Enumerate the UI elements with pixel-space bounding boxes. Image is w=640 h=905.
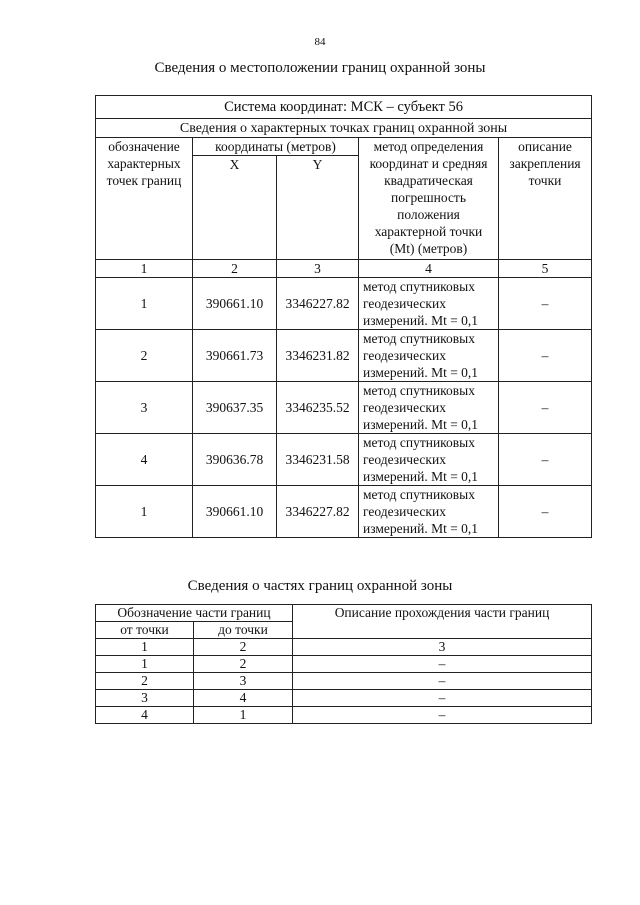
x-value: 390661.10: [193, 486, 277, 538]
method-line: метод спутниковых: [363, 435, 475, 450]
method-line: геодезических: [363, 296, 446, 311]
method-cell: [359, 278, 499, 330]
table-row: [96, 382, 592, 434]
header-line: квадратическая: [384, 173, 473, 188]
to-point: 2: [194, 639, 293, 656]
table-row: [96, 707, 592, 724]
point-id: 1: [96, 278, 193, 330]
section-header: Сведения о характерных точках границ охранной зоны: [96, 119, 592, 138]
column-number: 5: [499, 260, 592, 278]
header-line: характерной точки: [374, 224, 483, 239]
y-value: 3346227.82: [277, 278, 359, 330]
page-number: 84: [314, 36, 326, 48]
to-point-header: до точки: [194, 622, 293, 639]
method-line: измерений. Mt = 0,1: [363, 417, 479, 432]
table-row: [96, 656, 592, 673]
point-description: –: [499, 330, 592, 382]
parts-section-title: Сведения о частях границ охранной зоны: [187, 578, 453, 594]
boundary-parts-table: [95, 604, 592, 724]
method-cell: [359, 486, 499, 538]
part-description: –: [293, 707, 592, 724]
x-header: X: [193, 156, 277, 260]
method-line: геодезических: [363, 400, 446, 415]
header-line: погрешность: [390, 190, 466, 205]
header-line: обозначение: [108, 139, 180, 154]
description-header: [499, 138, 592, 260]
header-line: закрепления: [509, 156, 581, 171]
point-description: –: [499, 278, 592, 330]
to-point: 4: [194, 690, 293, 707]
document-title: Сведения о местоположении границ охранной зоны: [154, 60, 486, 76]
method-line: метод спутниковых: [363, 279, 475, 294]
header-line: положения: [397, 207, 460, 222]
from-point: 2: [96, 673, 194, 690]
x-value: 390661.73: [193, 330, 277, 382]
header-line: характерных: [107, 156, 181, 171]
parts-description-header: Описание прохождения части границ: [293, 605, 592, 639]
table-row: [96, 330, 592, 382]
header-line: описание: [518, 139, 572, 154]
table-row: [96, 434, 592, 486]
part-description: –: [293, 690, 592, 707]
column-number: 1: [96, 260, 193, 278]
method-line: метод спутниковых: [363, 331, 475, 346]
table-row: [96, 690, 592, 707]
x-value: 390636.78: [193, 434, 277, 486]
method-line: метод спутниковых: [363, 383, 475, 398]
point-id: 1: [96, 486, 193, 538]
method-line: измерений. Mt = 0,1: [363, 469, 479, 484]
to-point: 2: [194, 656, 293, 673]
method-line: геодезических: [363, 504, 446, 519]
y-value: 3346231.58: [277, 434, 359, 486]
header-line: точки: [528, 173, 562, 188]
table-row: [96, 639, 592, 656]
method-line: измерений. Mt = 0,1: [363, 313, 479, 328]
method-line: измерений. Mt = 0,1: [363, 521, 479, 536]
column-number: 3: [277, 260, 359, 278]
point-id: 4: [96, 434, 193, 486]
part-description: –: [293, 656, 592, 673]
method-line: метод спутниковых: [363, 487, 475, 502]
point-description: –: [499, 382, 592, 434]
part-description: 3: [293, 639, 592, 656]
boundary-points-table: [95, 95, 592, 538]
method-header: [359, 138, 499, 260]
point-id: 3: [96, 382, 193, 434]
table-row: [96, 278, 592, 330]
from-point: 1: [96, 656, 194, 673]
from-point: 4: [96, 707, 194, 724]
from-point: 1: [96, 639, 194, 656]
method-line: измерений. Mt = 0,1: [363, 365, 479, 380]
point-description: –: [499, 434, 592, 486]
y-value: 3346227.82: [277, 486, 359, 538]
method-line: геодезических: [363, 348, 446, 363]
x-value: 390661.10: [193, 278, 277, 330]
table-row: [96, 486, 592, 538]
from-point: 3: [96, 690, 194, 707]
coordinates-header: координаты (метров): [193, 138, 359, 156]
coordinate-system-header: Система координат: МСК – субъект 56: [96, 96, 592, 119]
from-point-header: от точки: [96, 622, 194, 639]
parts-designation-header: Обозначение части границ: [96, 605, 293, 622]
designation-header: [96, 138, 193, 260]
method-cell: [359, 382, 499, 434]
y-header: Y: [277, 156, 359, 260]
point-description: –: [499, 486, 592, 538]
point-id: 2: [96, 330, 193, 382]
header-line: координат и средняя: [369, 156, 488, 171]
y-value: 3346235.52: [277, 382, 359, 434]
method-line: геодезических: [363, 452, 446, 467]
to-point: 1: [194, 707, 293, 724]
column-number: 4: [359, 260, 499, 278]
method-cell: [359, 434, 499, 486]
method-cell: [359, 330, 499, 382]
column-number: 2: [193, 260, 277, 278]
header-line: (Mt) (метров): [389, 241, 468, 256]
header-line: точек границ: [106, 173, 182, 188]
part-description: –: [293, 673, 592, 690]
x-value: 390637.35: [193, 382, 277, 434]
table-row: [96, 673, 592, 690]
to-point: 3: [194, 673, 293, 690]
y-value: 3346231.82: [277, 330, 359, 382]
header-line: метод определения: [373, 139, 484, 154]
